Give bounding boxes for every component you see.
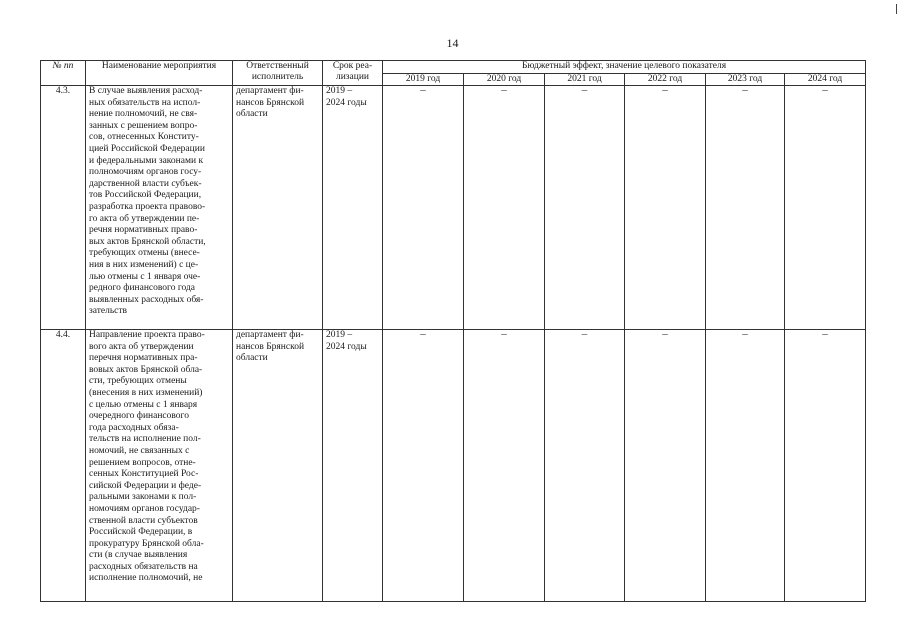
implementation-term: 2019 – 2024 годы	[323, 330, 383, 602]
effect-2020: –	[464, 86, 545, 330]
header-budget-effect: Бюджетный эффект, значение целевого показателя	[383, 61, 866, 74]
table-row	[41, 330, 866, 602]
header-name: Наименование мероприятия	[86, 61, 233, 86]
responsible-executor: департамент фи- нансов Брянской области	[233, 330, 323, 602]
measures-table	[40, 60, 866, 602]
effect-2023: –	[706, 330, 785, 602]
row-number: 4.4.	[41, 330, 86, 602]
header-term: Срок реа- лизации	[323, 61, 383, 86]
header-responsible: Ответственный исполнитель	[233, 61, 323, 86]
header-year-2020: 2020 год	[464, 74, 545, 86]
table-row	[41, 86, 866, 330]
effect-2021: –	[545, 86, 625, 330]
measure-name: В случае выявления расход- ных обязательств на испол- нение полномочий, не свя- занных с решением вопро- сов, отнесенных Конститу- цией Российской Федерации и федеральными законами к полномочиям органов госу- дарственной власти субъек- тов Российской Федерации, разработка проекта правово- го акта об утверждении пе- речня нормативных право- вых актов Брянской области, требующих отмены (внесе- ния в них изменений) с це- лью отмены с 1 января оче- редного финансового года выявленных расходных обя- зательств	[86, 86, 233, 330]
header-year-2023: 2023 год	[706, 74, 785, 86]
effect-2021: –	[545, 330, 625, 602]
scan-edge-mark	[896, 4, 897, 14]
header-year-2021: 2021 год	[545, 74, 625, 86]
header-year-2019: 2019 год	[383, 74, 464, 86]
header-num: № пп	[41, 61, 86, 86]
header-year-2024: 2024 год	[785, 74, 866, 86]
row-number: 4.3.	[41, 86, 86, 330]
page-number: 14	[446, 36, 459, 50]
effect-2024: –	[785, 330, 866, 602]
measure-name: Направление проекта право- вого акта об утверждении перечня нормативных пра- вовых актов Брянской обла- сти, требующих отмены (внесения в них изменений) с целью отмены с 1 января очередного финансового года расходных обяза- тельств на исполнение пол- номочий, не связанных с решением вопросов, отне- сенных Конституцией Рос- сийской Федерации и феде- ральными законами к пол- номочиям органов государ- ственной власти субъектов Российской Федерации, в прокуратуру Брянской обла- сти (в случае выявления расходных обязательств на исполнение полномочий, не	[86, 330, 233, 602]
effect-2024: –	[785, 86, 866, 330]
effect-2022: –	[625, 330, 706, 602]
header-year-2022: 2022 год	[625, 74, 706, 86]
responsible-executor: департамент фи- нансов Брянской области	[233, 86, 323, 330]
implementation-term: 2019 – 2024 годы	[323, 86, 383, 330]
effect-2022: –	[625, 86, 706, 330]
effect-2019: –	[383, 330, 464, 602]
effect-2023: –	[706, 86, 785, 330]
effect-2019: –	[383, 86, 464, 330]
effect-2020: –	[464, 330, 545, 602]
